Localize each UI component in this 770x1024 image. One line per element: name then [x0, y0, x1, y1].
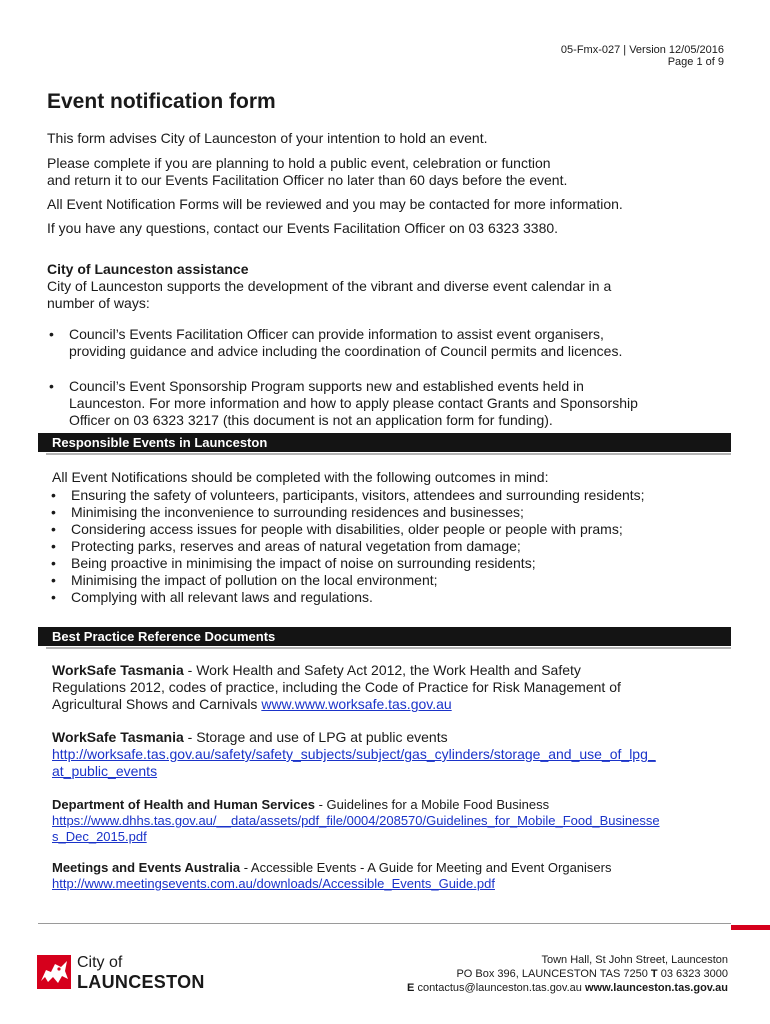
- dhhs-link-continued[interactable]: s_Dec_2015.pdf: [52, 829, 147, 844]
- section-bar-responsible-events: Responsible Events in Launceston: [38, 433, 731, 452]
- logo-text-city-of: City of: [77, 954, 123, 971]
- dhhs-link[interactable]: https://www.dhhs.tas.gov.au/__data/assets/pdf_file/0004/208570/Guidelines_for_Mobile_Food_Businesse: [52, 813, 660, 828]
- list-item: • Council’s Events Facilitation Officer can provide information to assist event organisers, providing guidance and advice including the coordination of Council permits and licences.: [47, 326, 622, 360]
- logo-text-launceston: LAUNCESTON: [77, 972, 205, 992]
- reference-dhhs: Department of Health and Human Services - Guidelines for a Mobile Food Business https://www.dhhs.tas.gov.au/__data/assets/pdf_file/0004/208570/Guidelines_for_Mobile_Food_Businesse s_Dec_2015.pdf: [52, 797, 660, 844]
- list-item: • Council’s Event Sponsorship Program supports new and established events held in Launceston. For more information and how to apply please contact Grants and Sponsorship Officer on 03 6323 3217 (this document is not an application form for funding).: [47, 378, 638, 429]
- reference-org: WorkSafe Tasmania: [52, 662, 184, 678]
- list-item: • Ensuring the safety of volunteers, participants, visitors, attendees and surrounding residents;: [49, 487, 645, 504]
- lpg-link-continued[interactable]: at_public_events: [52, 763, 158, 779]
- reference-org: Meetings and Events Australia: [52, 860, 241, 875]
- list-item: • Minimising the impact of pollution on the local environment;: [49, 572, 645, 589]
- section-bar-reference-docs: Best Practice Reference Documents: [38, 627, 731, 646]
- intro-line-5: If you have any questions, contact our Events Facilitation Officer on 03 6323 3380.: [47, 220, 559, 236]
- footer-divider: [38, 923, 731, 924]
- page-number: Page 1 of 9: [667, 56, 724, 68]
- responsible-list: [49, 487, 645, 606]
- reference-org: Department of Health and Human Services: [52, 797, 315, 812]
- lpg-link[interactable]: http://worksafe.tas.gov.au/safety/safety_subjects/subject/gas_cylinders/storage_and_use_of_lpg_: [52, 746, 656, 762]
- list-item: • Considering access issues for people with disabilities, older people or people with prams;: [49, 521, 645, 538]
- intro-line-2: Please complete if you are planning to hold a public event, celebration or function: [47, 155, 551, 171]
- assistance-list-2: [47, 378, 638, 429]
- footer-website: www.launceston.tas.gov.au: [584, 982, 728, 994]
- document-header: [561, 44, 724, 68]
- intro-line-1: This form advises City of Launceston of your intention to hold an event.: [47, 130, 488, 146]
- assistance-line-2: number of ways:: [47, 295, 150, 311]
- form-title: Event notification form: [47, 90, 276, 113]
- footer-address: Town Hall, St John Street, Launceston PO Box 396, LAUNCESTON TAS 7250 T 03 6323 3000 E contactus@launceston.tas.gov.au www.launceston.tas.gov.au: [407, 954, 728, 994]
- list-item: • Protecting parks, reserves and areas of natural vegetation from damage;: [49, 538, 645, 555]
- intro-line-4: All Event Notification Forms will be reviewed and you may be contacted for more information.: [47, 196, 623, 212]
- footer-accent: [731, 925, 770, 930]
- assistance-line-1: City of Launceston supports the development of the vibrant and diverse event calendar in a: [47, 278, 612, 294]
- reference-worksafe-whs: WorkSafe Tasmania - Work Health and Safety Act 2012, the Work Health and Safety Regulations 2012, codes of practice, including the Code of Practice for Risk Management of Agricultural Shows and Carnivals www.www.worksafe.tas.gov.au: [52, 662, 621, 712]
- responsible-lead: All Event Notifications should be completed with the following outcomes in mind:: [52, 469, 549, 485]
- reference-meetings-events: Meetings and Events Australia - Accessible Events - A Guide for Meeting and Event Organisers http://www.meetingsevents.com.au/downloads/Accessible_Events_Guide.pdf: [52, 860, 612, 891]
- assistance-list: [47, 326, 622, 360]
- assistance-heading: City of Launceston assistance: [47, 261, 249, 277]
- meetings-events-link[interactable]: http://www.meetingsevents.com.au/downloads/Accessible_Events_Guide.pdf: [52, 876, 495, 891]
- worksafe-link[interactable]: www.www.worksafe.tas.gov.au: [261, 696, 452, 712]
- intro-line-3: and return it to our Events Facilitation Officer no later than 60 days before the event.: [47, 172, 568, 188]
- tasmanian-devil-icon: [37, 955, 71, 989]
- reference-worksafe-lpg: WorkSafe Tasmania - Storage and use of LPG at public events http://worksafe.tas.gov.au/safety/safety_subjects/subject/gas_cylinders/storage_and_use_of_lpg_ at_public_events: [52, 729, 656, 779]
- list-item: • Complying with all relevant laws and regulations.: [49, 589, 645, 606]
- list-item: • Being proactive in minimising the impact of noise on surrounding residents;: [49, 555, 645, 572]
- doc-version: 05-Fmx-027 | Version 12/05/2016: [560, 44, 724, 56]
- reference-org: WorkSafe Tasmania: [52, 729, 184, 745]
- council-logo: [37, 953, 217, 993]
- list-item: • Minimising the inconvenience to surrounding residences and businesses;: [49, 504, 645, 521]
